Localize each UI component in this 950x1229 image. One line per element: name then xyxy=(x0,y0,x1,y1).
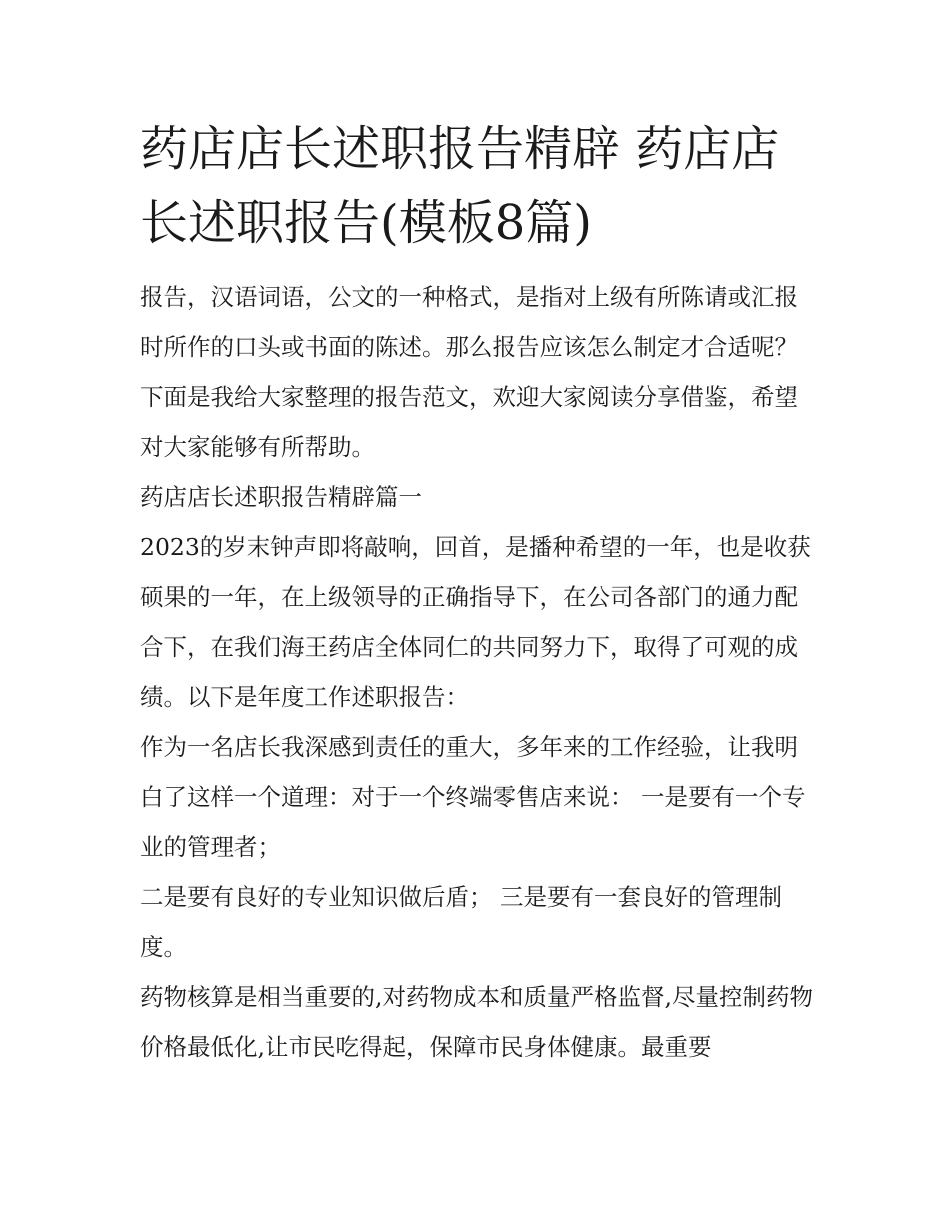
intro-paragraph: 报告，汉语词语，公文的一种格式，是指对上级有所陈请或汇报时所作的口头或书面的陈述。那么报告应该怎么制定才合适呢？下面是我给大家整理的报告范文，欢迎大家阅读分享借鉴，希望对大家能够有所帮助。 xyxy=(140,283,798,461)
document-title: 药店店长述职报告精辟 药店店长述职报告(模板8篇) xyxy=(140,121,780,251)
document-body xyxy=(140,112,814,1072)
body-paragraph: 二是要有良好的专业知识做后盾； 三是要有一套良好的管理制度。 xyxy=(140,883,782,961)
body-paragraph: 作为一名店长我深感到责任的重大，多年来的工作经验，让我明白了这样一个道理：对于一个终端零售店来说： 一是要有一个专业的管理者； xyxy=(140,733,806,861)
body-paragraph: 药物核算是相当重要的,对药物成本和质量严格监督,尽量控制药物价格最低化,让市民吃得起，保障市民身体健康。最重要 xyxy=(140,983,813,1061)
section-heading: 药店店长述职报告精辟篇一 xyxy=(140,483,422,511)
body-paragraph: 2023的岁末钟声即将敲响，回首，是播种希望的一年，也是收获硕果的一年，在上级领导的正确指导下，在公司各部门的通力配合下，在我们海王药店全体同仁的共同努力下，取得了可观的成绩。以下是年度工作述职报告： xyxy=(140,533,811,711)
